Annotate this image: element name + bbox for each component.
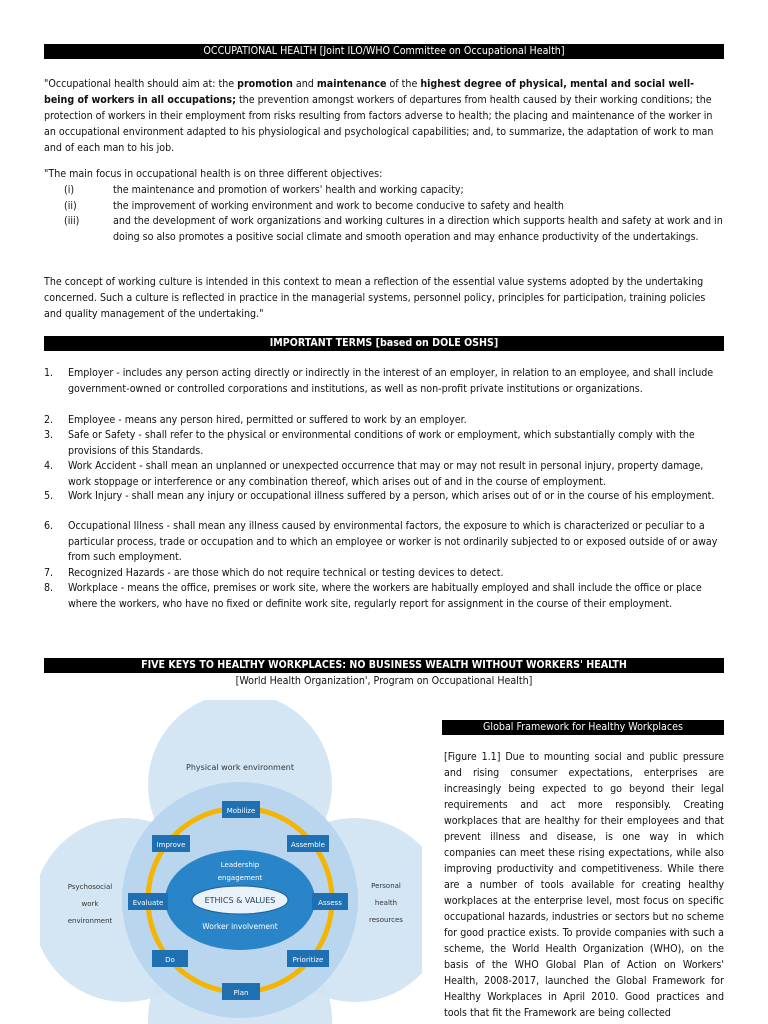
- section-header-occupational-health: OCCUPATIONAL HEALTH [Joint ILO/WHO Committee on Occupational Health]: [44, 44, 724, 59]
- step-assess: [312, 893, 348, 910]
- term-item: [44, 489, 724, 505]
- step-do-label: Do: [165, 956, 175, 964]
- term-item: [44, 366, 724, 397]
- intro-text-1: "Occupational health should aim at: the: [44, 78, 238, 90]
- step-mobilize-label: Mobilize: [226, 807, 256, 815]
- term-number: 3.: [44, 429, 54, 441]
- intro-text-3: of the: [386, 78, 421, 90]
- step-prioritize-label: Prioritize: [292, 956, 324, 964]
- term-text: Safe or Safety - shall refer to the physical or environmental conditions of work or employment, which substantially comply with the provisions of this Standards.: [68, 429, 695, 457]
- objective-text: and the development of work organizations and working cultures in a direction which supports health and safety at work and in doing so also promotes a positive social climate and smooth operation and may enhance productivity of the undertakings.: [113, 215, 723, 243]
- term-number: 1.: [44, 367, 54, 379]
- step-assemble-label: Assemble: [291, 841, 325, 849]
- leadership-label-2: engagement: [217, 874, 263, 882]
- term-text: Workplace - means the office, premises or work site, where the workers are habitually employed and shall include the office or place where the workers, who have no fixed or definite work site, regularly report for assignment in the course of their employment.: [68, 582, 702, 610]
- step-plan-label: Plan: [233, 989, 249, 997]
- ethics-values-label: ETHICS & VALUES: [204, 896, 276, 905]
- section-header-five-keys: FIVE KEYS TO HEALTHY WORKPLACES: NO BUSINESS WEALTH WITHOUT WORKERS' HEALTH: [44, 658, 724, 673]
- objective-number: (iii): [64, 215, 80, 227]
- term-text: Employee - means any person hired, permitted or suffered to work by an employer.: [68, 414, 467, 426]
- term-number: 4.: [44, 460, 54, 472]
- term-text: Work Injury - shall mean any injury or occupational illness suffered by a person, which arises out of or in the course of his employment.: [68, 490, 715, 502]
- term-number: 6.: [44, 520, 54, 532]
- step-improve-label: Improve: [156, 841, 186, 849]
- objective-text: the maintenance and promotion of workers' health and working capacity;: [113, 184, 464, 196]
- term-item: [44, 519, 724, 566]
- term-text: Occupational Illness - shall mean any illness caused by environmental factors, the exposure to which is characterized or peculiar to a particular process, trade or occupation and to which an employee or worker is not ordinarily subjected to or exposed outside of or away from such employment.: [68, 520, 718, 563]
- step-assemble: [287, 835, 329, 852]
- intro-bold-1: promotion: [237, 78, 293, 90]
- objective-item: [64, 198, 724, 214]
- step-do: [152, 950, 188, 967]
- personal-label-2: health: [374, 899, 398, 907]
- term-text: Recognized Hazards - are those which do not require technical or testing devices to detect.: [68, 567, 504, 579]
- intro-text-2: and: [292, 78, 317, 90]
- term-number: 5.: [44, 490, 54, 502]
- step-mobilize: [222, 801, 260, 818]
- global-framework-text: [Figure 1.1] Due to mounting social and public pressure and rising consumer expectations, enterprises are increasingly being expected to go beyond their legal requirements and act more responsibly. Creating workplaces that are healthy for their employees and that prevent illness and disease, is one way in which companies can meet these rising expectations, while also improving productivity and competitiveness. While there are a number of tools available for creating healthy workplaces at the enterprise level, most focus on specific occupational hazards, industries or sectors but no scheme for good practice exists. To provide companies with such a scheme, the World Health Organization (WHO), on the basis of the WHO Global Plan of Action on Workers' Health, 2008-2017, launched the Global Framework for Healthy Workplaces in April 2010. Good practices and tools that fit the Framework are being collected: [444, 751, 724, 1019]
- term-item: [44, 566, 724, 582]
- step-prioritize: [287, 950, 329, 967]
- personal-label-3: resources: [369, 916, 403, 924]
- objective-item: [64, 213, 724, 245]
- physical-environment-label: Physical work environment: [186, 763, 294, 772]
- leadership-label-1: Leadership: [220, 861, 260, 869]
- focus-intro: "The main focus in occupational health is on three different objectives:: [44, 168, 383, 180]
- objective-number: (ii): [64, 200, 77, 212]
- term-item: [44, 581, 724, 612]
- term-text: Work Accident - shall mean an unplanned or unexpected occurrence that may or may not result in personal injury, property damage, work stoppage or interference or any combination thereof, which arises out of and in the course of employment.: [68, 460, 704, 488]
- intro-paragraph: [44, 76, 724, 156]
- term-text: Employer - includes any person acting directly or indirectly in the interest of an employer, in relation to an employee, and shall include government-owned or controlled corporations and institutions, as well as non-profit private institutions or organizations.: [68, 367, 714, 395]
- section-header-important-terms: IMPORTANT TERMS [based on DOLE OSHS]: [44, 336, 724, 351]
- term-number: 2.: [44, 414, 54, 426]
- five-keys-subheader: [World Health Organization', Program on Occupational Health]: [235, 675, 533, 687]
- step-plan: [222, 983, 260, 1000]
- term-number: 8.: [44, 582, 54, 594]
- psychosocial-label-3: environment: [67, 917, 113, 925]
- global-framework-header: Global Framework for Healthy Workplaces: [442, 720, 724, 735]
- term-number: 7.: [44, 567, 54, 579]
- psychosocial-label-1: Psychosocial: [67, 883, 113, 891]
- intro-bold-2: maintenance: [316, 78, 387, 90]
- worker-involvement-label: Worker involvement: [202, 922, 278, 931]
- intro-text-4: the prevention amongst workers of departures from health caused by their working conditions; the protection of workers in their employment from risks resulting from factors adverse to health; the placing and maintenance of the worker in an occupational environment adapted to his physiological and psychological capabilities; and, to summarize, the adaptation of work to man and of each man to his job.: [44, 94, 714, 154]
- term-item: [44, 428, 724, 459]
- step-evaluate-label: Evaluate: [132, 899, 164, 907]
- working-culture-paragraph: The concept of working culture is intended in this context to mean a reflection of the essential value systems adopted by the undertaking concerned. Such a culture is reflected in practice in the managerial systems, personnel policy, principles for participation, training policies and quality management of the undertaking.": [44, 276, 706, 320]
- step-evaluate: [128, 893, 168, 910]
- step-assess-label: Assess: [318, 899, 342, 907]
- psychosocial-label-2: work: [81, 900, 99, 908]
- objective-text: the improvement of working environment and work to become conducive to safety and health: [113, 200, 564, 212]
- intro-bold-3: highest degree of physical, mental and social well-being of workers in all occupations;: [44, 78, 695, 106]
- objective-item: [64, 182, 724, 198]
- term-item: [44, 413, 724, 429]
- term-item: [44, 459, 724, 490]
- step-improve: [152, 835, 190, 852]
- healthy-workplaces-diagram: [40, 700, 422, 1024]
- objective-number: (i): [64, 184, 75, 196]
- personal-label-1: Personal: [371, 882, 401, 890]
